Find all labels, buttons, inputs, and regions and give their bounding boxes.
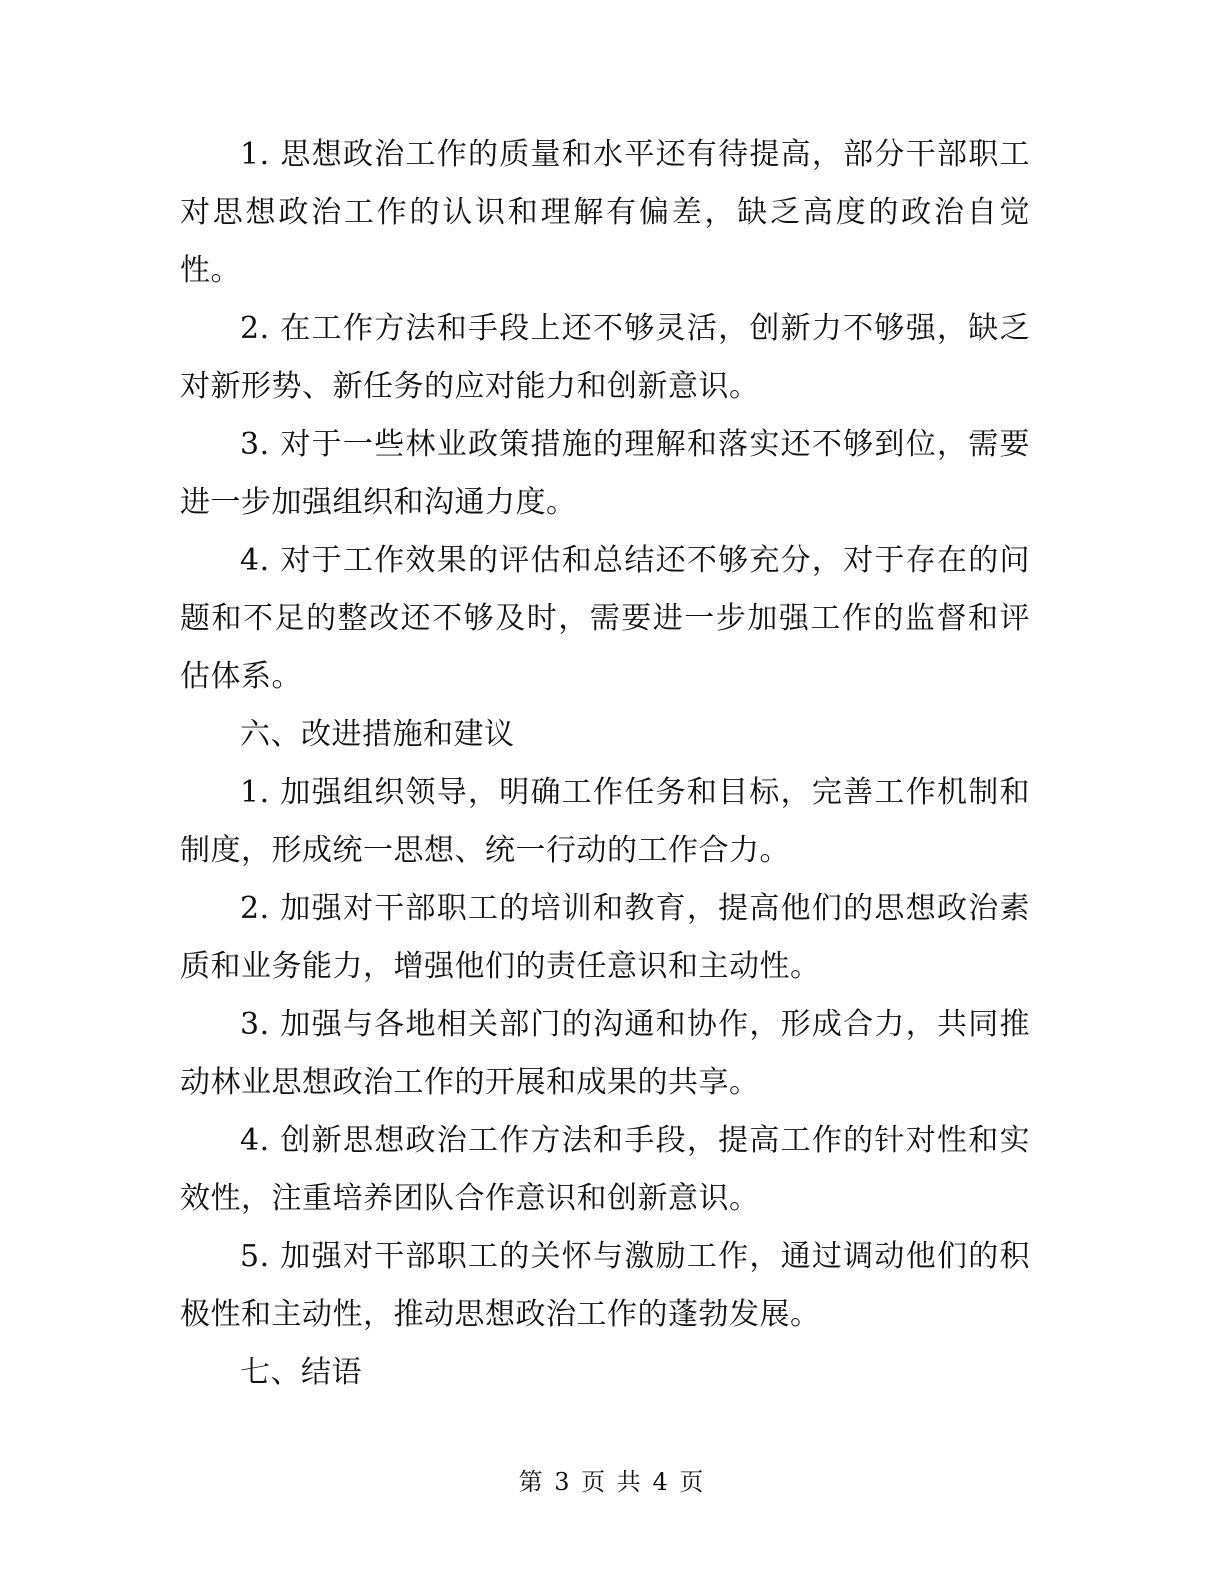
page-number-footer: 第 3 页 共 4 页 <box>518 1468 706 1496</box>
paragraph-measure-5: 5. 加强对干部职工的关怀与激励工作，通过调动他们的积极性和主动性，推动思想政治工作的蓬勃发展。 <box>180 1239 1030 1332</box>
paragraph-problem-4: 4. 对于工作效果的评估和总结还不够充分，对于存在的问题和不足的整改还不够及时，需要进一步加强工作的监督和评估体系。 <box>180 543 1030 694</box>
paragraph-problem-3: 3. 对于一些林业政策措施的理解和落实还不够到位，需要进一步加强组织和沟通力度。 <box>180 427 1030 520</box>
paragraph-measure-2: 2. 加强对干部职工的培训和教育，提高他们的思想政治素质和业务能力，增强他们的责任意识和主动性。 <box>180 891 1030 984</box>
paragraph-problem-1: 1. 思想政治工作的质量和水平还有待提高，部分干部职工对思想政治工作的认识和理解有偏差，缺乏高度的政治自觉性。 <box>180 137 1030 288</box>
paragraph-measure-4: 4. 创新思想政治工作方法和手段，提高工作的针对性和实效性，注重培养团队合作意识和创新意识。 <box>180 1123 1030 1216</box>
document-body <box>180 126 1030 1402</box>
paragraph-measure-3: 3. 加强与各地相关部门的沟通和协作，形成合力，共同推动林业思想政治工作的开展和成果的共享。 <box>180 1007 1030 1100</box>
paragraph-measure-1: 1. 加强组织领导，明确工作任务和目标，完善工作机制和制度，形成统一思想、统一行动的工作合力。 <box>180 775 1030 868</box>
paragraph-problem-2: 2. 在工作方法和手段上还不够灵活，创新力不够强，缺乏对新形势、新任务的应对能力和创新意识。 <box>180 311 1030 404</box>
section-heading-conclusion: 七、结语 <box>240 1355 362 1390</box>
section-heading-improvements: 六、改进措施和建议 <box>240 717 515 752</box>
